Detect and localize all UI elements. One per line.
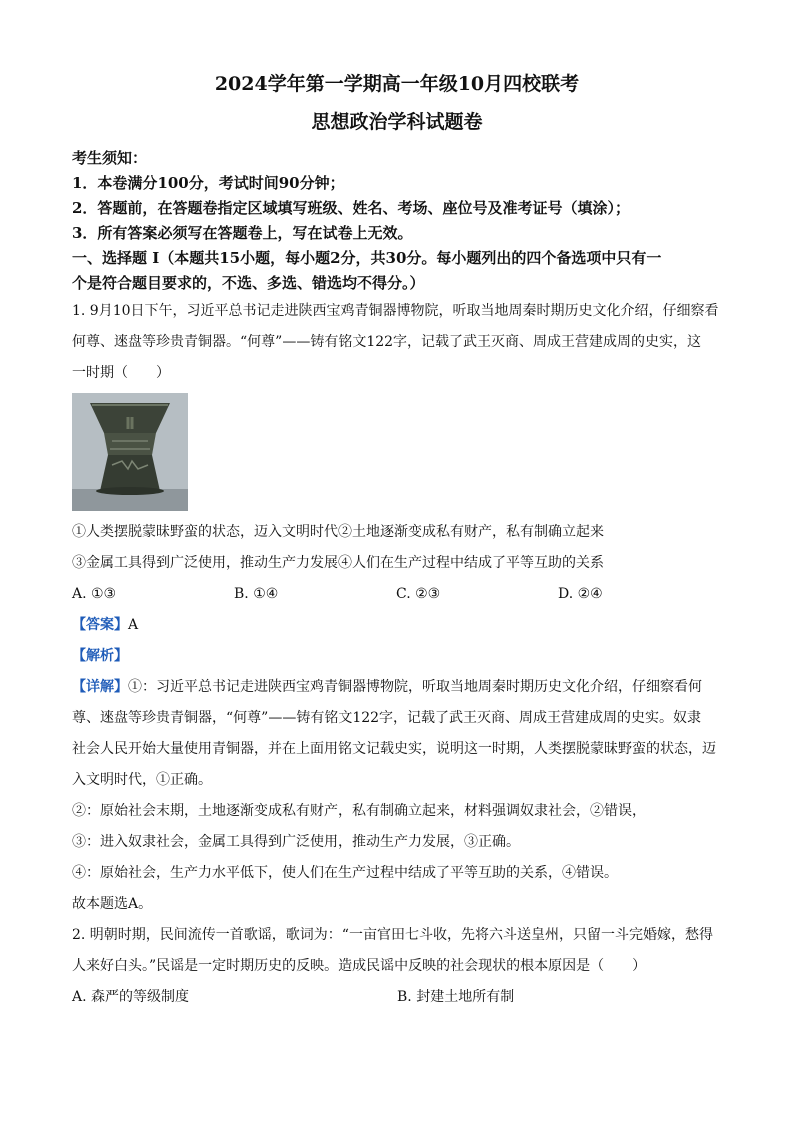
section-line: 一、选择题 Ⅰ（本题共15小题，每小题2分，共30分。每小题列出的四个备选项中只有一	[72, 249, 662, 267]
question-2	[72, 920, 722, 1013]
notice-heading: 考生须知：	[72, 149, 148, 167]
question-1	[72, 296, 722, 920]
q2-stem-line: 人来好白头。”民谣是一定时期历史的反映。造成民谣中反映的社会现状的根本原因是（ ）	[72, 958, 647, 974]
q1-stem-line: 1. 9月10日下午，习近平总书记走进陕西宝鸡青铜器博物院，听取当地周秦时期历史文化介绍，仔细察看	[72, 303, 719, 319]
q1-answer	[72, 610, 722, 641]
section-heading	[72, 246, 722, 296]
q1-stem-line: 何尊、逨盘等珍贵青铜器。“何尊”——铸有铭文122字，记载了武王灭商、周成王营建成周的史实，这	[72, 334, 702, 350]
bronze-vessel-photo	[72, 393, 188, 511]
answer-tag: 【答案】	[72, 617, 128, 633]
exam-title: 2024学年第一学期高一年级10月四校联考	[214, 73, 580, 95]
notice-item: 1．本卷满分100分，考试时间90分钟；	[72, 174, 345, 192]
q1-detail-line: ④：原始社会，生产力水平低下，使人们在生产过程中结成了平等互助的关系，④错误。	[72, 865, 618, 881]
q1-option-b[interactable]: B. ①④	[234, 586, 279, 602]
q1-detail-line: 入文明时代，①正确。	[72, 772, 212, 788]
exam-subtitle: 思想政治学科试题卷	[311, 111, 483, 133]
q2-option-b[interactable]: B. 封建土地所有制	[397, 989, 515, 1005]
q2-options	[72, 982, 722, 1013]
q1-detail-line	[72, 672, 722, 703]
q1-detail-line: ②：原始社会末期，土地逐渐变成私有财产，私有制确立起来，材料强调奴隶社会，②错误，	[72, 803, 646, 819]
q1-detail-line: 社会人民开始大量使用青铜器，并在上面用铭文记载史实，说明这一时期，人类摆脱蒙昧野蛮的状态，迈	[72, 741, 716, 757]
detail-tag: 【详解】	[72, 679, 128, 695]
q1-stem-line: 一时期（ ）	[72, 365, 170, 381]
notice-item: 3．所有答案必须写在答题卷上，写在试卷上无效。	[72, 224, 413, 242]
notice-block	[72, 146, 722, 246]
q1-option-a[interactable]: A. ①③	[72, 586, 117, 602]
section-line: 个是符合题目要求的，不选、多选、错选均不得分。）	[72, 274, 425, 292]
analysis-tag: 【解析】	[72, 648, 128, 664]
q1-statement-line: ③金属工具得到广泛使用，推动生产力发展④人们在生产过程中结成了平等互助的关系	[72, 555, 604, 571]
q1-analysis	[72, 641, 722, 672]
notice-item: 2．答题前，在答题卷指定区域填写班级、姓名、考场、座位号及准考证号（填涂）；	[72, 199, 630, 217]
answer-value: A	[128, 617, 139, 633]
q1-option-c[interactable]: C. ②③	[396, 586, 441, 602]
q2-stem-line: 2. 明朝时期，民间流传一首歌谣，歌词为：“一亩官田七斗收，先将六斗送皇州，只留一斗完婚嫁，愁得	[72, 927, 713, 943]
detail-text: ①：习近平总书记走进陕西宝鸡青铜器博物院，听取当地周秦时期历史文化介绍，仔细察看何	[128, 679, 702, 695]
q1-conclusion: 故本题选A。	[72, 896, 153, 912]
q1-option-d[interactable]: D. ②④	[558, 586, 603, 602]
q1-detail-line: ③：进入奴隶社会，金属工具得到广泛使用，推动生产力发展，③正确。	[72, 834, 520, 850]
q2-option-a[interactable]: A. 森严的等级制度	[72, 989, 190, 1005]
q1-detail-line: 尊、逨盘等珍贵青铜器，“何尊”——铸有铭文122字，记载了武王灭商、周成王营建成周的史实。奴隶	[72, 710, 702, 726]
q1-statement-line: ①人类摆脱蒙昧野蛮的状态，迈入文明时代②土地逐渐变成私有财产，私有制确立起来	[72, 524, 604, 540]
q1-options	[72, 579, 722, 610]
